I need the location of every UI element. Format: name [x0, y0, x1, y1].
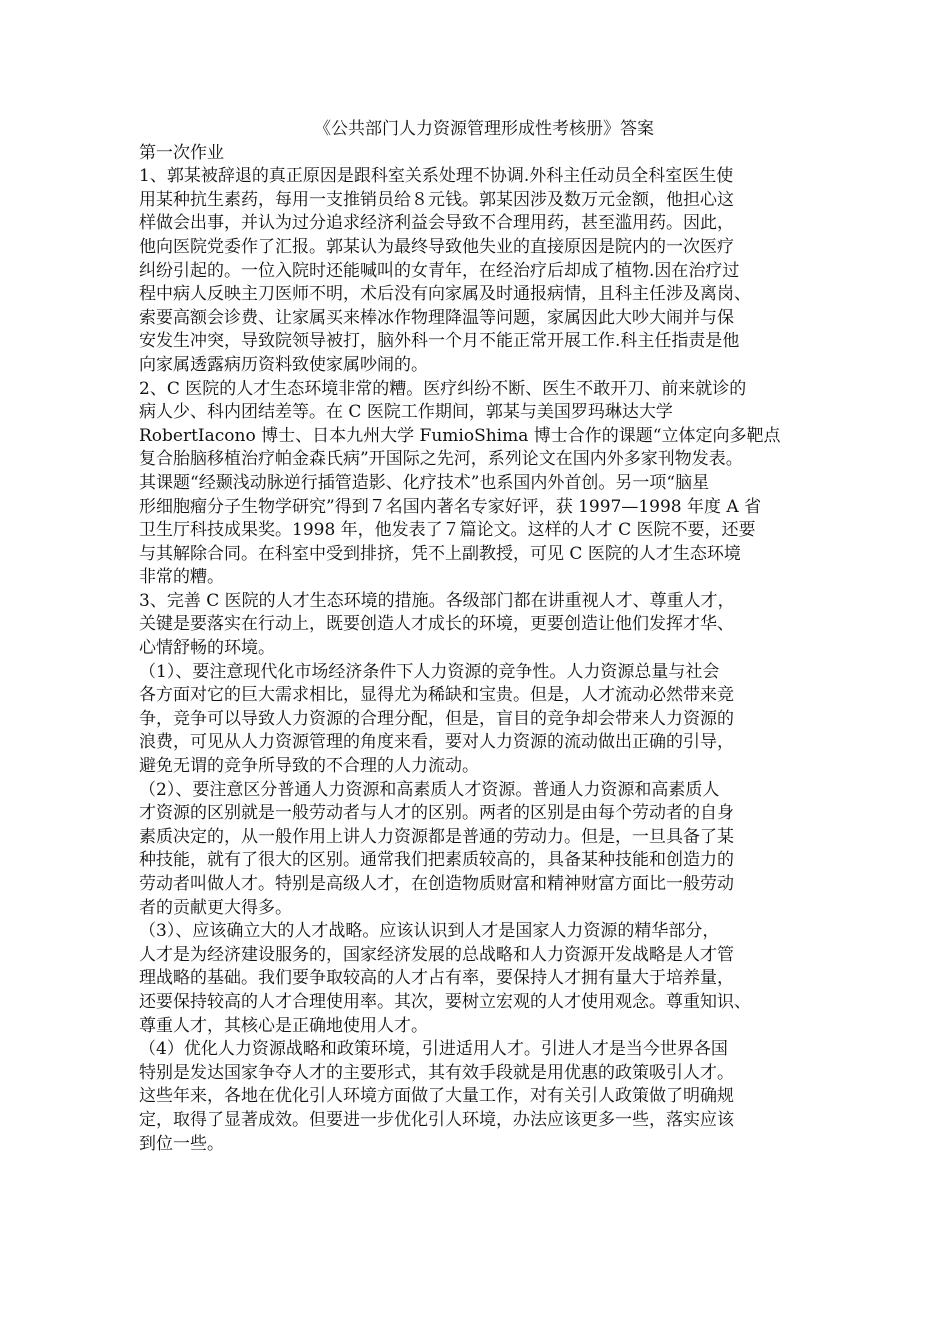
body-line: 与其解除合同。在科室中受到排挤，凭不上副教授，可见 C 医院的人才生态环境	[139, 543, 741, 564]
body-line: 关键是要落实在行动上，既要创造人才成长的环境，更要创造让他们发挥才华、	[139, 614, 734, 635]
body-line: 安发生冲突，导致院领导被打，脑外科一个月不能正常开展工作.科主任指责是他	[139, 331, 740, 352]
document-page	[139, 118, 829, 1156]
body-line: 非常的糟。	[139, 567, 224, 588]
body-line: 特别是发达国家争夺人才的主要形式，其有效手段就是用优惠的政策吸引人才。	[139, 1062, 734, 1083]
body-line: （2）、要注意区分普通人力资源和高素质人才资源。普通人力资源和高素质人	[139, 779, 720, 800]
body-line: 素质决定的，从一般作用上讲人力资源都是普通的劳动力。但是，一旦具备了某	[139, 826, 734, 847]
body-line: 程中病人反映主刀医师不明，术后没有向家属及时通报病情，且科主任涉及离岗、	[139, 284, 751, 305]
body-line: 心情舒畅的环境。	[139, 638, 275, 659]
body-line: 还要保持较高的人才合理使用率。其次，要树立宏观的人才使用观念。尊重知识、	[139, 991, 751, 1012]
body-line: 理战略的基础。我们要争取较高的人才占有率，要保持人才拥有量大于培养量，	[139, 968, 734, 989]
body-line: 用某种抗生素药，每用一支推销员给８元钱。郭某因涉及数万元金额，他担心这	[139, 189, 734, 210]
body-line: 卫生厅科技成果奖。1998 年，他发表了７篇论文。这样的人才 C 医院不要，还要	[139, 520, 756, 541]
body-line: 索要高额会诊费、让家属买来棒冰作物理降温等问题，家属因此大吵大闹并与保	[139, 307, 734, 328]
body-line: 其课题“经颞浅动脉逆行插管造影、化疗技术”也系国内外首创。另一项“脑星	[139, 472, 710, 493]
body-line: 病人少、科内团结差等。在 C 医院工作期间，郭某与美国罗玛琳达大学	[139, 402, 673, 423]
body-line: 避免无谓的竞争所导致的不合理的人力流动。	[139, 756, 479, 777]
body-line: 1、郭某被辞退的真正原因是跟科室关系处理不协调.外科主任动员全科室医生使	[139, 166, 734, 187]
body-line: （4）优化人力资源战略和政策环境，引进适用人才。引进人才是当今世界各国	[139, 1039, 728, 1060]
body-line: 人才是为经济建设服务的，国家经济发展的总战略和人力资源开发战略是人才管	[139, 944, 734, 965]
body-line: 样做会出事，并认为过分追求经济利益会导致不合理用药，甚至滥用药。因此，	[139, 213, 734, 234]
body-line: 形细胞瘤分子生物学研究”得到７名国内著名专家好评，获 1997—1998 年度 A 省	[139, 496, 762, 517]
body-line: 才资源的区别就是一般劳动者与人才的区别。两者的区别是由每个劳动者的自身	[139, 803, 734, 824]
body-line: 复合胎脑移植治疗帕金森氏病”开国际之先河，系列论文在国内外多家刊物发表。	[139, 449, 743, 470]
body-line: （1）、要注意现代化市场经济条件下人力资源的竞争性。人力资源总量与社会	[139, 661, 720, 682]
body-line: 尊重人才，其核心是正确地使用人才。	[139, 1015, 428, 1036]
body-line: 他向医院党委作了汇报。郭某认为最终导致他失业的直接原因是院内的一次医疗	[139, 236, 734, 257]
body-line: 纠纷引起的。一位入院时还能喊叫的女青年，在经治疗后却成了植物.因在治疗过	[139, 260, 740, 281]
body-line: 定，取得了显著成效。但要进一步优化引人环境，办法应该更多一些，落实应该	[139, 1109, 734, 1130]
body-line: 3、完善 C 医院的人才生态环境的措施。各级部门都在讲重视人才、尊重人才，	[139, 590, 735, 611]
body-line: 者的贡献更大得多。	[139, 897, 292, 918]
body-line: 种技能，就有了很大的区别。通常我们把素质较高的，具备某种技能和创造力的	[139, 850, 734, 871]
body-line: 争，竞争可以导致人力资源的合理分配，但是，盲目的竞争却会带来人力资源的	[139, 708, 734, 729]
body-line: 2、C 医院的人才生态环境非常的糟。医疗纠纷不断、医生不敢开刀、前来就诊的	[139, 378, 747, 399]
body-line: （3）、应该确立大的人才战略。应该认识到人才是国家人力资源的精华部分，	[139, 921, 720, 942]
document-body	[139, 142, 829, 1157]
body-line: 到位一些。	[139, 1133, 224, 1154]
body-line: 劳动者叫做人才。特别是高级人才，在创造物质财富和精神财富方面比一般劳动	[139, 874, 734, 894]
body-line: 浪费，可见从人力资源管理的角度来看，要对人力资源的流动做出正确的引导，	[139, 732, 734, 753]
body-line: 这些年来，各地在优化引人环境方面做了大量工作，对有关引人政策做了明确规	[139, 1086, 734, 1107]
body-line: 向家属透露病历资料致使家属吵闹的。	[139, 354, 428, 375]
body-line: 第一次作业	[139, 142, 224, 163]
body-line: RobertIacono 博士、日本九州大学 FumioShima 博士合作的课题“立体定向多靶点	[139, 425, 781, 446]
body-line: 各方面对它的巨大需求相比，显得尤为稀缺和宝贵。但是，人才流动必然带来竞	[139, 685, 734, 706]
document-title: 《公共部门人力资源管理形成性考核册》答案	[314, 119, 654, 139]
